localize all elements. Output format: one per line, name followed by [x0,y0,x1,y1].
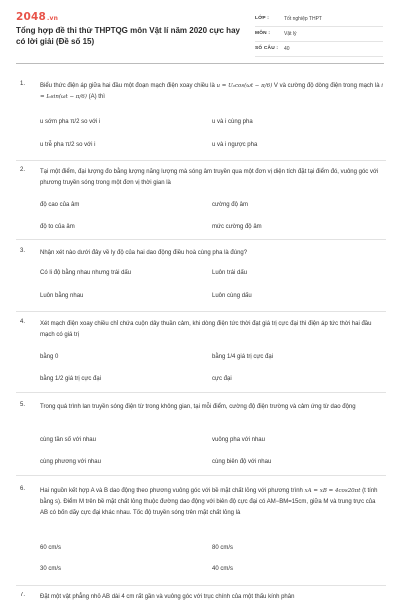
question-text: Trong quá trình lan truyền sóng điện từ trong không gian, tại mỗi điểm, cường độ điện trường và cảm ứng từ dao động [40,404,356,410]
question-text-part: (t tính bằng s). Điểm M trên bề mặt chất lỏng thuộc đường dao động với biên độ cực đại có AM−BM=15cm, giữa M và trung trực của AB có bốn dãy cực đại khác nhau. Tốc độ truyền sóng trên mặt chất lỏng là [40,488,378,516]
question-text-part: V và cường độ dòng điện trong mạch là [272,83,382,89]
question-number: 2. [20,167,26,173]
option-d[interactable]: Luôn cùng dấu [212,293,252,299]
question-text: Tại một điểm, đại lượng đo bằng lượng năng lượng mà sóng âm truyền qua một đơn vị diện tích đặt tại điểm đó, vuông góc với phương truyền sóng trong một đơn vị thời gian là [40,169,379,186]
question-text-part: Biểu thức điện áp giữa hai đầu một đoạn mạch điện xoay chiều là [40,83,217,89]
info-value-subject: Vật lý [284,31,297,37]
question-number: 3. [20,248,26,254]
question-number: 1. [20,81,26,87]
question-separator [16,160,386,161]
option-d[interactable]: u và i ngược pha [212,142,258,148]
document-info-panel [255,14,383,59]
info-row-question-count [255,44,383,57]
document-title: Tổng hợp đề thi thử THPTQG môn Vật lí năm 2020 cực hay có lời giải (Đề số 15) [16,26,240,46]
option-c[interactable]: 30 cm/s [40,566,62,572]
info-label-question-count: SỐ CÂU : [255,46,279,51]
question-3 [16,248,386,312]
question-text: Đặt một vật phẳng nhỏ AB dài 4 cm rất gần và vuông góc với trục chính của một thấu kính phân [40,594,295,600]
option-c[interactable]: độ to của âm [40,224,75,230]
option-b[interactable]: vuông pha với nhau [212,437,265,443]
question-2 [16,167,386,247]
info-row-subject [255,29,383,42]
option-d[interactable]: cực đại [212,376,232,382]
voltage-formula: u = U₀cos(ωt − π/6) [216,83,273,89]
question-text: Xét mạch điện xoay chiều chỉ chứa cuộn dây thuần cảm, khi dòng điện tức thời đạt giá trị cực đại thì điện áp tức thời hai đầu mạch có giá trị [40,321,372,338]
header-divider [16,63,384,64]
page-header [0,0,400,62]
question-5 [16,402,386,480]
question-separator [16,475,386,476]
option-a[interactable]: cùng tần số với nhau [40,437,96,443]
option-a[interactable]: Có li độ bằng nhau nhưng trái dấu [40,270,132,276]
question-separator [16,239,386,240]
info-value-question-count: 40 [284,46,290,52]
question-1 [16,81,386,161]
option-b[interactable]: cường độ âm [212,202,248,208]
option-a[interactable]: độ cao của âm [40,202,80,208]
info-label-class: LỚP : [255,16,270,21]
option-b[interactable]: u và i cùng pha [212,119,253,125]
question-separator [16,585,386,586]
question-separator [16,392,386,393]
option-c[interactable]: u trễ pha π/2 so với i [40,142,96,148]
question-number: 7. [20,592,26,598]
option-c[interactable]: Luôn bằng nhau [40,293,84,299]
site-logo[interactable] [16,11,58,23]
option-b[interactable]: Luôn trái dấu [212,270,248,276]
question-text [40,81,384,103]
question-6 [16,486,386,586]
logo-number: 2048 [16,11,47,23]
question-number: 6. [20,486,26,492]
current-formula: i = I₀sin(ωt − π/6) [40,83,384,100]
option-a[interactable]: 60 cm/s [40,545,62,551]
question-number: 4. [20,319,26,325]
option-a[interactable]: bằng 0 [40,354,59,360]
option-d[interactable]: cùng biên độ với nhau [212,459,272,465]
question-separator [16,311,386,312]
question-number: 5. [20,402,26,408]
info-value-class: Tốt nghiệp THPT [284,16,322,22]
info-label-subject: MÔN : [255,31,271,36]
question-text-part: (A) thì [86,94,105,100]
question-7 [16,592,386,600]
question-text-part: Hai nguồn kết hợp A và B dao động theo phương vuông góc với bề mặt chất lỏng với phương trình [40,488,305,494]
question-4 [16,319,386,397]
option-c[interactable]: bằng 1/2 giá trị cực đại [40,376,102,382]
option-c[interactable]: cùng phương với nhau [40,459,101,465]
option-b[interactable]: bằng 1/4 giá trị cực đại [212,354,274,360]
question-text [40,486,384,519]
option-d[interactable]: mức cường độ âm [212,224,262,230]
logo-suffix: .vn [47,15,59,22]
option-b[interactable]: 80 cm/s [212,545,234,551]
source-equation: xA = xB = 4cos20πt [304,488,361,494]
option-a[interactable]: u sớm pha π/2 so với i [40,119,101,125]
question-text: Nhận xét nào dưới đây về ly độ của hai dao động điều hoà cùng pha là đúng? [40,250,248,256]
option-d[interactable]: 40 cm/s [212,566,234,572]
info-row-class [255,14,383,27]
